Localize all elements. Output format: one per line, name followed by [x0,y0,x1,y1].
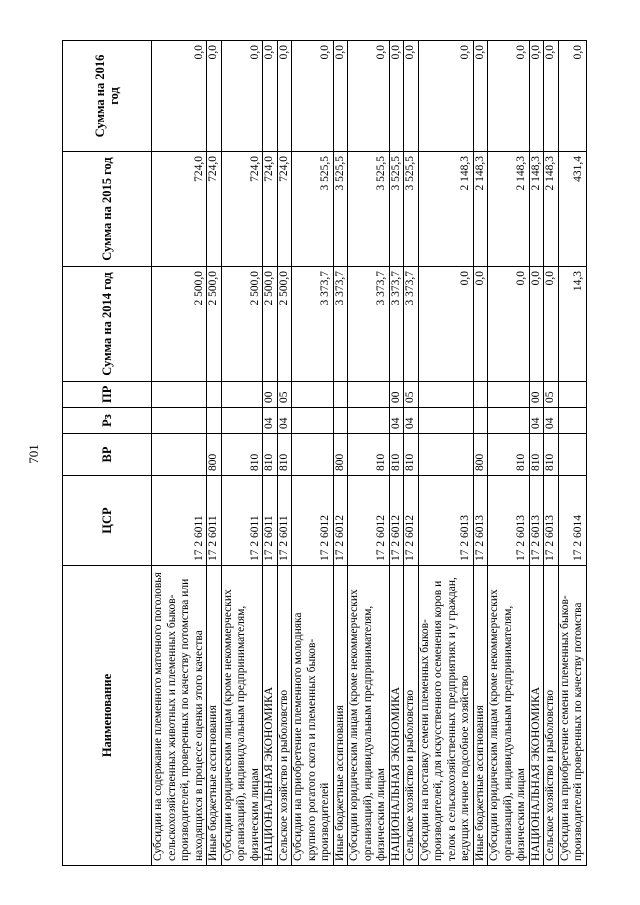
cell-pr: 00 [263,382,278,408]
cell-2016: 0,0 [333,41,348,152]
cell-rz [221,408,263,434]
header-name: Наименование [63,566,152,866]
cell-2015: 724,0 [277,152,292,267]
table-row [488,41,530,866]
cell-vr [152,434,207,476]
cell-pr: 05 [404,382,419,408]
cell-csr: 17 2 6011 [277,476,292,566]
cell-2015: 724,0 [221,152,263,267]
cell-csr: 17 2 6013 [418,476,473,566]
cell-csr: 17 2 6011 [263,476,278,566]
cell-2016: 0,0 [488,41,530,152]
cell-name: Субсидии юридическим лицам (кроме некоммерческих организаций), индивидуальным предпринимателям, физическим лицам [221,566,263,866]
cell-rz [418,408,473,434]
cell-name: Сельское хозяйство и рыболовство [544,566,559,866]
cell-csr: 17 2 6013 [529,476,544,566]
cell-rz: 04 [389,408,404,434]
cell-pr [207,382,222,408]
cell-pr [418,382,473,408]
cell-2016: 0,0 [277,41,292,152]
cell-pr [292,382,334,408]
cell-vr: 800 [207,434,222,476]
cell-csr: 17 2 6011 [207,476,222,566]
cell-2016: 0,0 [473,41,488,152]
cell-2016: 0,0 [404,41,419,152]
cell-name: НАЦИОНАЛЬНАЯ ЭКОНОМИКА [389,566,404,866]
cell-vr: 800 [333,434,348,476]
header-2016: Сумма на 2016 год [63,41,152,152]
cell-2016: 0,0 [292,41,334,152]
table-header-row [63,41,152,866]
cell-rz: 04 [529,408,544,434]
cell-2015: 2 148,3 [544,152,559,267]
cell-2014: 2 500,0 [263,267,278,382]
cell-pr: 00 [389,382,404,408]
cell-csr: 17 2 6011 [221,476,263,566]
cell-name: Субсидии юридическим лицам (кроме некоммерческих организаций), индивидуальным предпринимателям, физическим лицам [488,566,530,866]
cell-2015: 724,0 [263,152,278,267]
table-row [277,41,292,866]
header-rz: Рз [63,408,152,434]
cell-2014: 14,3 [558,267,586,382]
cell-csr: 17 2 6014 [558,476,586,566]
cell-rz: 04 [544,408,559,434]
header-2014: Сумма на 2014 год [63,267,152,382]
header-vr: ВР [63,434,152,476]
cell-vr [558,434,586,476]
cell-vr: 810 [404,434,419,476]
cell-2014: 3 373,7 [348,267,390,382]
cell-pr [558,382,586,408]
table-row [152,41,207,866]
table-body [152,41,587,866]
cell-2015: 2 148,3 [473,152,488,267]
cell-csr: 17 2 6011 [152,476,207,566]
cell-csr: 17 2 6012 [389,476,404,566]
cell-vr: 810 [488,434,530,476]
cell-pr [333,382,348,408]
cell-vr: 810 [277,434,292,476]
table-row [404,41,419,866]
table-row [389,41,404,866]
cell-name: Сельское хозяйство и рыболовство [277,566,292,866]
cell-pr [473,382,488,408]
cell-2014: 0,0 [418,267,473,382]
cell-2016: 0,0 [418,41,473,152]
cell-2016: 0,0 [558,41,586,152]
cell-2015: 3 525,5 [333,152,348,267]
table-row [263,41,278,866]
table-row [558,41,586,866]
cell-vr: 810 [263,434,278,476]
table-row [221,41,263,866]
cell-name: НАЦИОНАЛЬНАЯ ЭКОНОМИКА [529,566,544,866]
cell-2015: 2 148,3 [418,152,473,267]
cell-2014: 3 373,7 [292,267,334,382]
cell-pr: 00 [529,382,544,408]
cell-name: Субсидии юридическим лицам (кроме некоммерческих организаций), индивидуальным предпринимателям, физическим лицам [348,566,390,866]
cell-2016: 0,0 [263,41,278,152]
header-2015: Сумма на 2015 год [63,152,152,267]
cell-name: Субсидии на приобретение семени племенных быков-производителей проверенных по качеству потомства [558,566,586,866]
cell-2016: 0,0 [207,41,222,152]
cell-2016: 0,0 [152,41,207,152]
budget-table [62,40,587,866]
cell-2015: 3 525,5 [348,152,390,267]
cell-vr [292,434,334,476]
cell-2015: 3 525,5 [404,152,419,267]
cell-pr [221,382,263,408]
cell-vr: 810 [389,434,404,476]
cell-2014: 0,0 [529,267,544,382]
rotated-page-content [62,41,587,866]
cell-vr: 800 [473,434,488,476]
cell-pr: 05 [277,382,292,408]
cell-vr: 810 [221,434,263,476]
cell-pr [152,382,207,408]
page-number: 701 [26,444,41,464]
cell-rz [292,408,334,434]
cell-2014: 3 373,7 [389,267,404,382]
cell-2015: 2 148,3 [488,152,530,267]
cell-rz [207,408,222,434]
cell-csr: 17 2 6013 [544,476,559,566]
table-row [529,41,544,866]
cell-vr: 810 [529,434,544,476]
cell-2016: 0,0 [544,41,559,152]
cell-2014: 2 500,0 [207,267,222,382]
header-csr: ЦСР [63,476,152,566]
cell-name: Субсидии на содержание племенного маточного поголовья сельскохозяйственных животных и племенных быков-производителей, проверенных по качеству потомства или находящихся в процессе оценки этого качества [152,566,207,866]
cell-name: Субсидии на приобретение племенного молодняка крупного рогатого скота и племенных быков-производителей [292,566,334,866]
cell-2014: 2 500,0 [152,267,207,382]
cell-csr: 17 2 6012 [292,476,334,566]
cell-2015: 3 525,5 [292,152,334,267]
cell-pr: 05 [544,382,559,408]
cell-2015: 2 148,3 [529,152,544,267]
cell-vr: 810 [348,434,390,476]
cell-name: Сельское хозяйство и рыболовство [404,566,419,866]
cell-csr: 17 2 6013 [488,476,530,566]
cell-pr [348,382,390,408]
cell-name: Иные бюджетные ассигнования [473,566,488,866]
cell-name: Иные бюджетные ассигнования [333,566,348,866]
table-row [207,41,222,866]
table-row [292,41,334,866]
cell-2014: 0,0 [488,267,530,382]
cell-rz: 04 [404,408,419,434]
cell-vr [418,434,473,476]
cell-rz: 04 [277,408,292,434]
cell-2014: 2 500,0 [221,267,263,382]
cell-rz [473,408,488,434]
cell-2015: 431,4 [558,152,586,267]
cell-2016: 0,0 [529,41,544,152]
cell-2016: 0,0 [221,41,263,152]
cell-name: Субсидии на поставку семени племенных быков-производителей, для искусственного осеменения коров и телок в сельскохозяйственных предприятиях и у граждан, ведущих личное подсобное хозяйство [418,566,473,866]
table-row [418,41,473,866]
cell-2015: 724,0 [152,152,207,267]
cell-2014: 3 373,7 [333,267,348,382]
cell-pr [488,382,530,408]
cell-2014: 2 500,0 [277,267,292,382]
cell-2014: 0,0 [544,267,559,382]
cell-csr: 17 2 6013 [473,476,488,566]
cell-2014: 0,0 [473,267,488,382]
table-row [333,41,348,866]
cell-csr: 17 2 6012 [404,476,419,566]
cell-name: Иные бюджетные ассигнования [207,566,222,866]
cell-rz [152,408,207,434]
cell-rz [488,408,530,434]
cell-csr: 17 2 6012 [348,476,390,566]
cell-2014: 3 373,7 [404,267,419,382]
cell-rz: 04 [263,408,278,434]
table-row [473,41,488,866]
cell-vr: 810 [544,434,559,476]
cell-2015: 3 525,5 [389,152,404,267]
cell-rz [558,408,586,434]
cell-2015: 724,0 [207,152,222,267]
cell-2016: 0,0 [389,41,404,152]
table-row [544,41,559,866]
cell-rz [348,408,390,434]
cell-name: НАЦИОНАЛЬНАЯ ЭКОНОМИКА [263,566,278,866]
header-pr: ПР [63,382,152,408]
table-row [348,41,390,866]
cell-rz [333,408,348,434]
cell-2016: 0,0 [348,41,390,152]
cell-csr: 17 2 6012 [333,476,348,566]
